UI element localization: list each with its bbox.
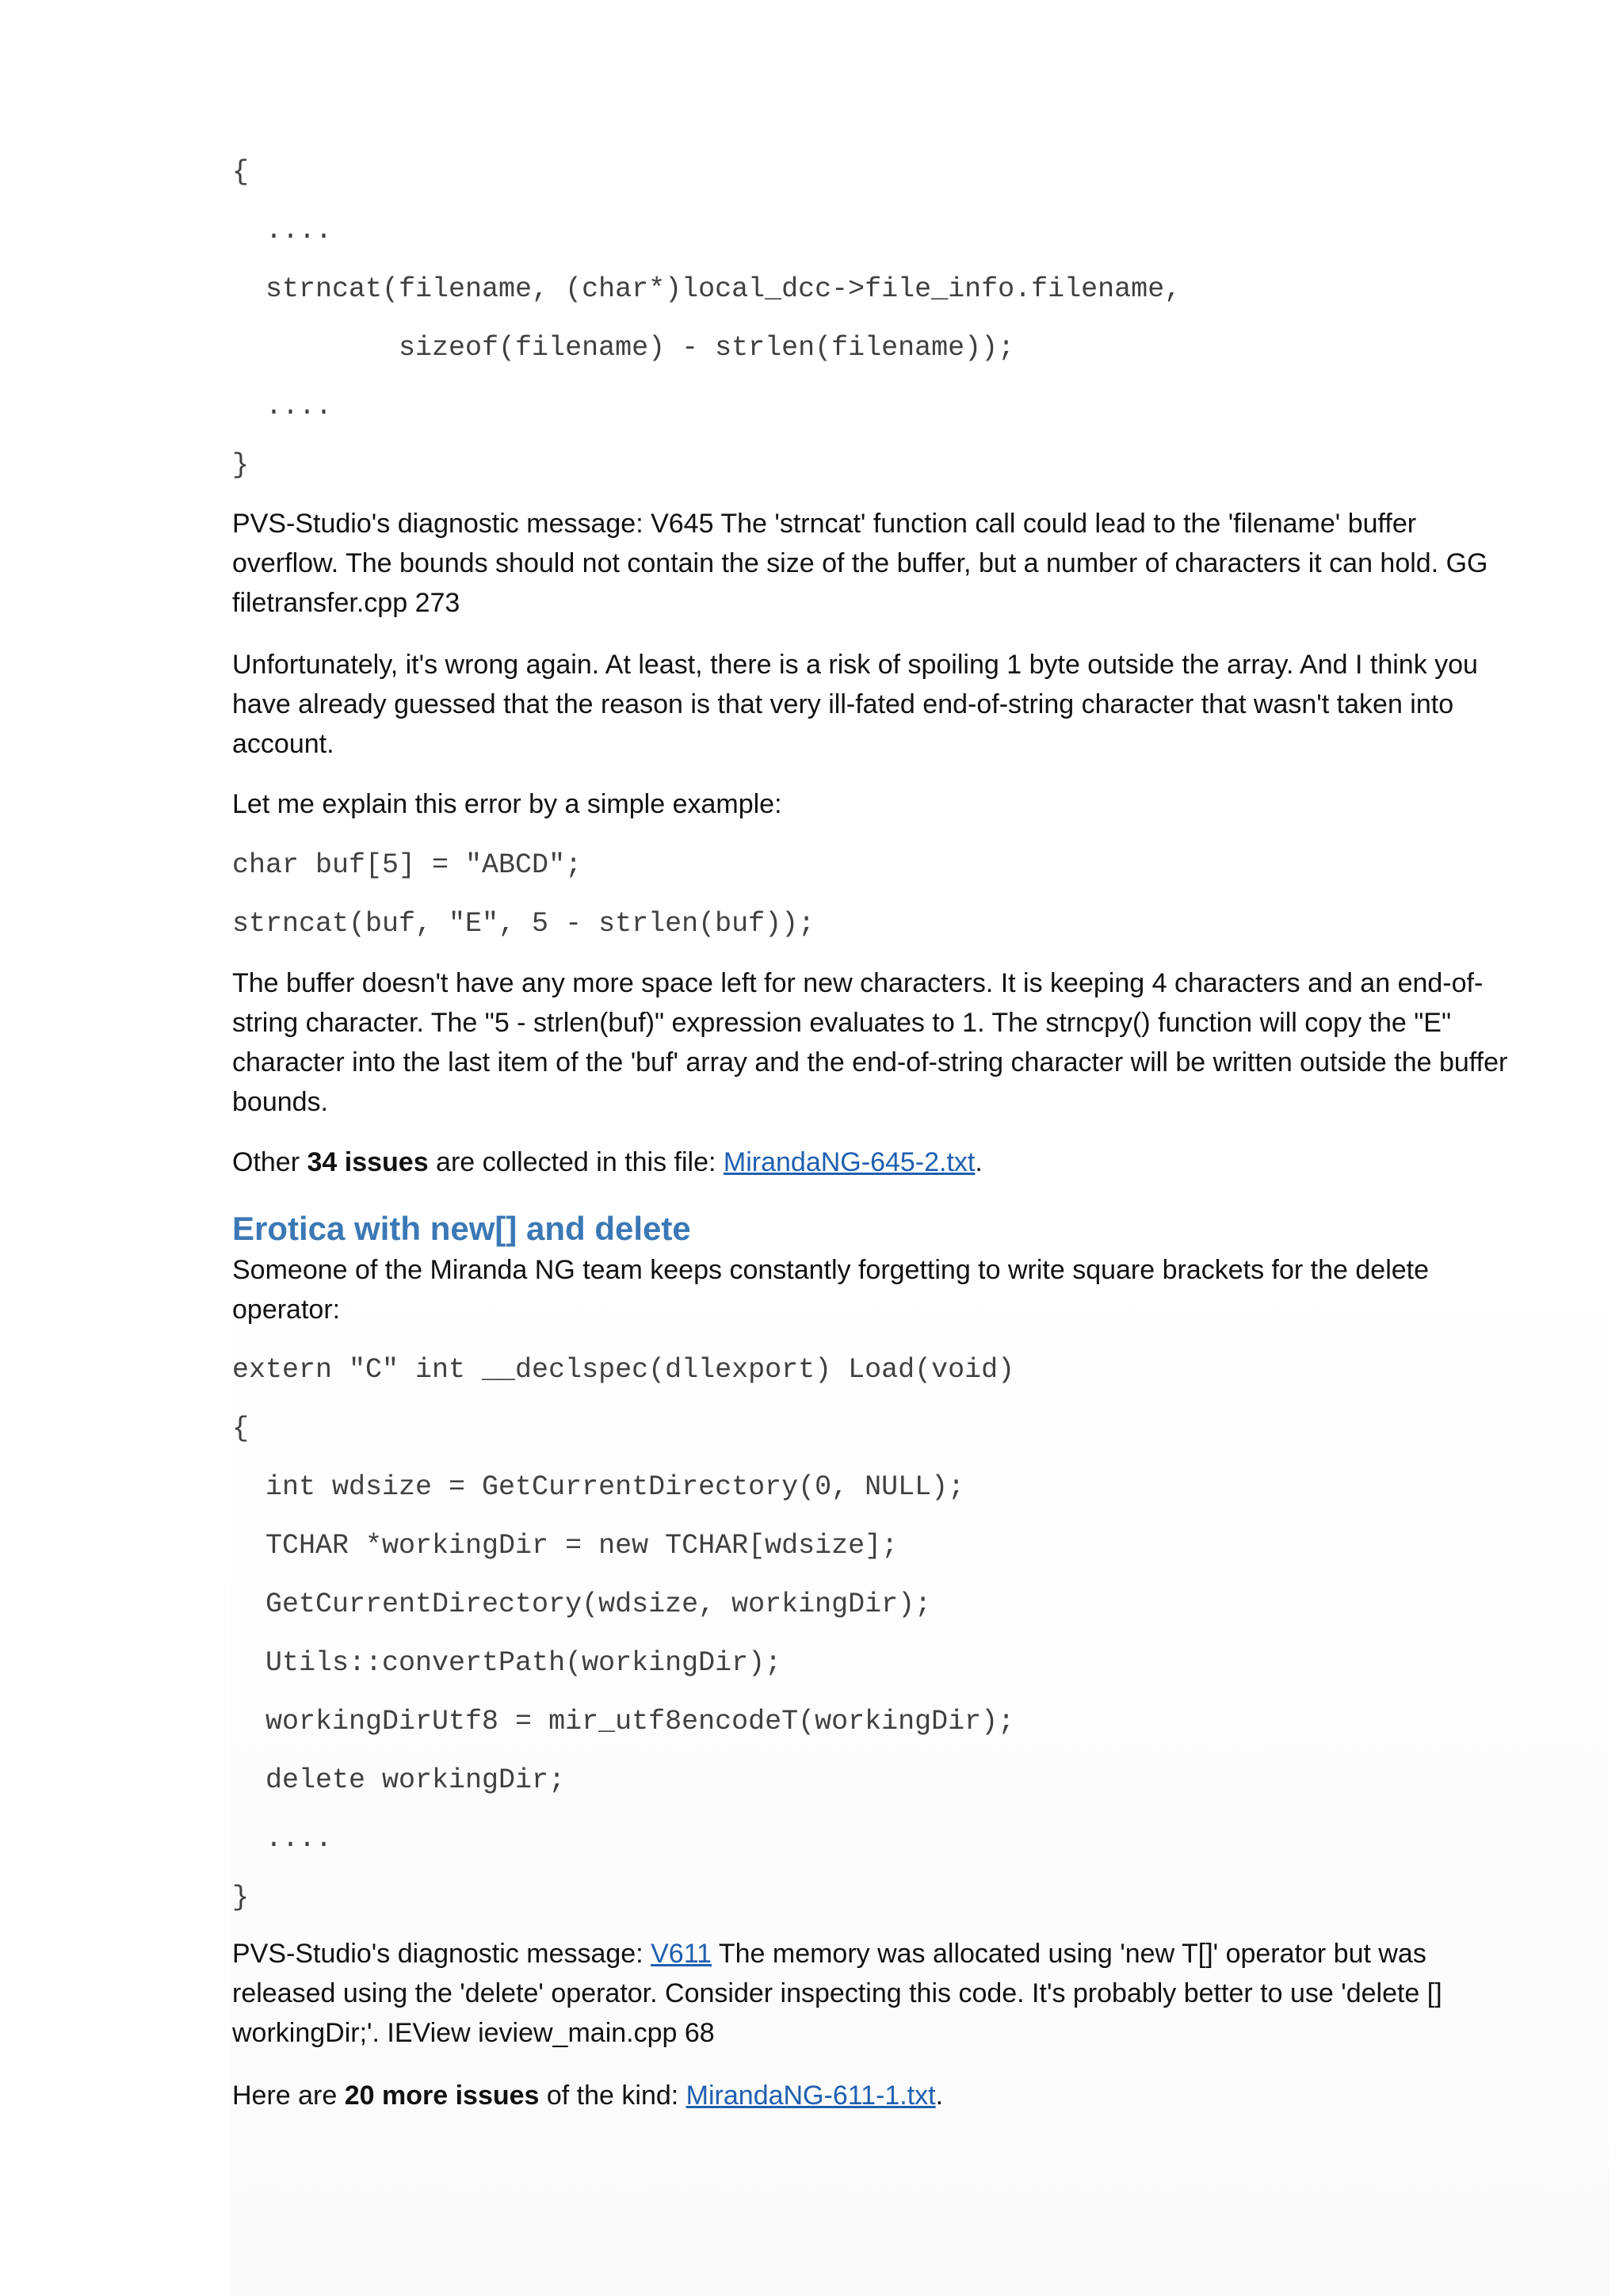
more-issues-prefix: Here are — [232, 2081, 345, 2111]
issues-file-link-611[interactable]: MirandaNG-611-1.txt — [685, 2081, 936, 2111]
code-line: int wdsize = GetCurrentDirectory(0, NULL); — [232, 1471, 965, 1503]
code-line: TCHAR *workingDir = new TCHAR[wdsize]; — [232, 1530, 899, 1562]
other-issues-prefix: Other — [232, 1147, 307, 1177]
code-line: delete workingDir; — [232, 1764, 566, 1796]
code-line: .... — [232, 215, 333, 246]
code-line: Utils::convertPath(workingDir); — [232, 1647, 782, 1679]
more-issues-middle: of the kind: — [539, 2081, 686, 2111]
diag-text: The memory was allocated using 'new T[]' operator but was released using the 'delete' operator. Consider inspecting this code. It's probably better to use 'delete [] workingDir;'. IEView ieview_main.cpp 68 — [232, 1939, 1442, 2048]
section-intro: Someone of the Miranda NG team keeps constantly forgetting to write square brackets for the delete operator: — [232, 1255, 1430, 1325]
code-line: extern "C" int __declspec(dllexport) Load(void) — [232, 1354, 1015, 1386]
code-line: } — [232, 1882, 250, 1913]
code-line: char buf[5] = "ABCD"; — [232, 849, 582, 881]
diag-prefix: PVS-Studio's diagnostic message: — [232, 1939, 651, 1969]
code-line: workingDirUtf8 = mir_utf8encodeT(workingDir); — [232, 1706, 1015, 1737]
more-issues-line — [232, 2076, 1520, 2115]
code-line: strncat(filename, (char*)local_dcc->file_info.filename, — [232, 273, 1182, 305]
code-line: sizeof(filename) - strlen(filename)); — [232, 332, 1015, 364]
explanation-paragraph: Unfortunately, it's wrong again. At least, there is a risk of spoiling 1 byte outside the array. And I think you have already guessed that the reason is that very ill-fated end-of-string character that wasn't taken into account. — [232, 650, 1478, 759]
other-issues-middle: are collected in this file: — [428, 1147, 724, 1177]
code-line: .... — [232, 1823, 333, 1855]
code-line: strncat(buf, "E", 5 - strlen(buf)); — [232, 908, 815, 940]
other-issues-line — [232, 1142, 1520, 1182]
code-line: { — [232, 156, 250, 188]
diagnostic-message-v611 — [232, 1934, 1520, 2053]
code-line: } — [232, 449, 250, 481]
other-issues-suffix: . — [975, 1147, 983, 1177]
v611-link[interactable]: V611 — [651, 1939, 712, 1969]
example-intro: Let me explain this error by a simple example: — [232, 789, 782, 819]
more-issues-count: 20 more issues — [344, 2081, 540, 2111]
more-issues-suffix: . — [935, 2081, 944, 2111]
code-line: { — [232, 1413, 250, 1444]
diagnostic-message-v645: PVS-Studio's diagnostic message: V645 The 'strncat' function call could lead to the 'filename' buffer overflow. The bounds should not contain the size of the buffer, but a number of characters it can hold. GG filetransfer.cpp 273 — [232, 509, 1488, 618]
other-issues-count: 34 issues — [307, 1147, 429, 1177]
code-line: GetCurrentDirectory(wdsize, workingDir); — [232, 1589, 932, 1620]
buffer-explanation: The buffer doesn't have any more space left for new characters. It is keeping 4 characters and an end-of-string character. The "5 - strlen(buf)" expression evaluates to 1. The strncpy() function will copy the "E" character into the last item of the 'buf' array and the end-of-string character will be written outside the buffer bounds. — [232, 968, 1508, 1117]
section-heading: Erotica with new[] and delete — [232, 1210, 691, 1247]
issues-file-link-645[interactable]: MirandaNG-645-2.txt — [723, 1147, 976, 1177]
code-line: .... — [232, 391, 333, 422]
